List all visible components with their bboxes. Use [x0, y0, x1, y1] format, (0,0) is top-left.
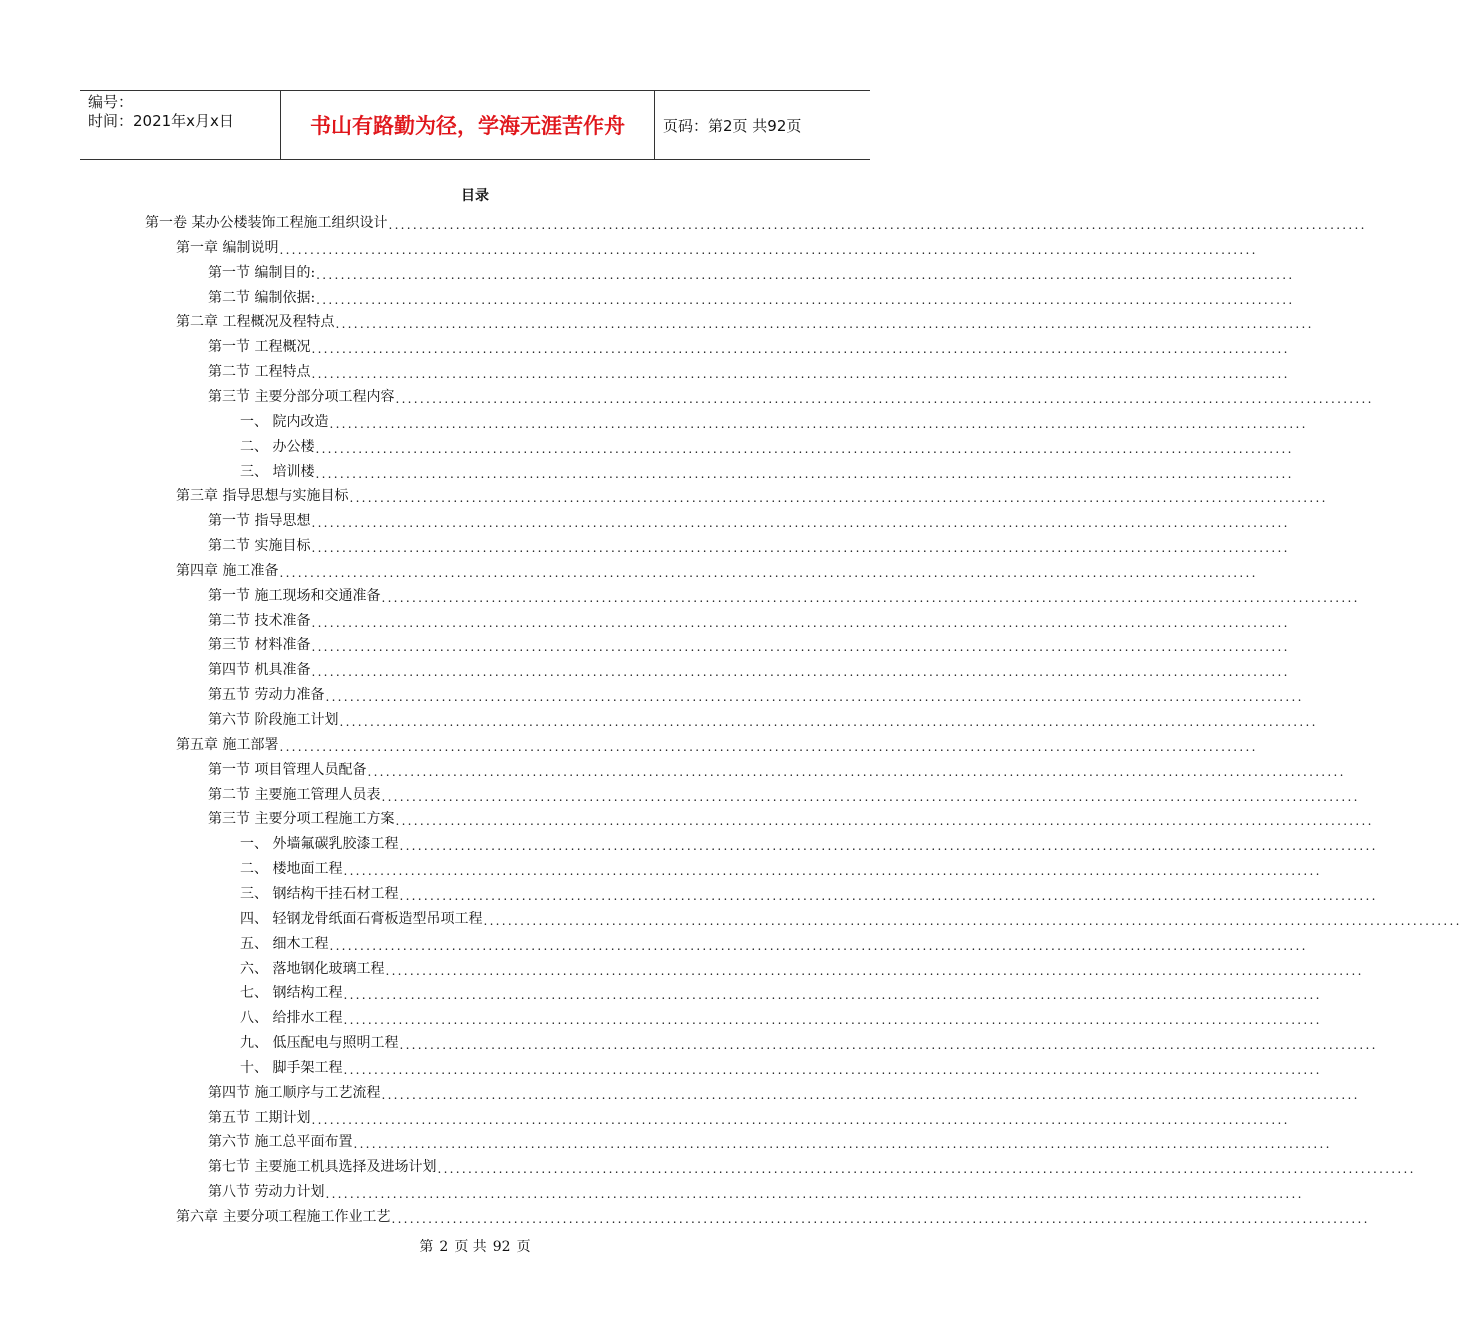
toc-leader-dots: ................................................................................................................................................................ [325, 690, 1304, 705]
toc-entry-label: 第三章 指导思想与实施目标 [176, 488, 349, 505]
toc-entry-label: 第二节 编制依据: [208, 289, 316, 306]
toc-entry[interactable] [240, 978, 1322, 1003]
toc-entry-label: 第六节 施工总平面布置 [208, 1134, 353, 1151]
toc-entry[interactable] [208, 655, 1290, 680]
toc-entry-label: 二、 楼地面工程 [240, 861, 343, 878]
toc-leader-dots: ................................................................................................................................................................ [343, 1062, 1322, 1077]
toc-leader-dots: ................................................................................................................................................................ [325, 1187, 1304, 1202]
toc-leader-dots: ................................................................................................................................................................ [339, 715, 1318, 729]
page-footer [0, 1236, 950, 1256]
toc-entry[interactable] [240, 457, 1294, 481]
toc-entry[interactable] [145, 208, 1367, 232]
toc-entry-label: 第一节 指导思想 [208, 513, 311, 530]
footer-page-number: 2 [439, 1239, 449, 1255]
footer-mid: 页 共 [454, 1239, 487, 1255]
toc-entry[interactable] [208, 804, 1374, 829]
toc-leader-dots: ................................................................................................................................................................ [399, 1038, 1378, 1053]
toc-entry[interactable] [240, 1028, 1378, 1053]
toc-leader-dots: ................................................................................................................................................................ [395, 391, 1374, 406]
toc-entry-label: 第四节 施工顺序与工艺流程 [208, 1084, 381, 1101]
toc-entry[interactable] [176, 307, 1314, 332]
toc-leader-dots: ................................................................................................................................................................ [311, 1112, 1290, 1127]
toc-entry-label: 十、 脚手架工程 [240, 1059, 343, 1076]
toc-entry[interactable] [208, 1103, 1290, 1127]
toc-entry-label: 第七节 主要施工机具选择及进场计划 [208, 1159, 437, 1176]
toc-entry-label: 第八节 劳动力计划 [208, 1184, 325, 1201]
toc-entry-label: 八、 给排水工程 [240, 1010, 343, 1027]
toc-entry-label: 第六节 阶段施工计划 [208, 712, 339, 728]
toc-entry-label: 第一节 项目管理人员配备 [208, 761, 367, 778]
toc-entry[interactable] [176, 233, 1258, 257]
toc-entry-label: 第四章 施工准备 [176, 562, 279, 579]
toc-entry-label: 七、 钢结构工程 [240, 985, 343, 1002]
toc-entry[interactable] [208, 258, 1295, 282]
toc-leader-dots: ................................................................................................................................................................ [391, 1212, 1370, 1226]
toc-entry-label: 第一节 工程概况 [208, 339, 311, 356]
toc-entry-label: 第四节 机具准备 [208, 662, 311, 679]
toc-entry[interactable] [176, 481, 1328, 506]
toc-entry[interactable] [240, 879, 1378, 903]
toc-leader-dots: ................................................................................................................................................................ [329, 938, 1308, 953]
toc-entry[interactable] [208, 581, 1360, 605]
toc-entry[interactable] [208, 357, 1290, 382]
toc-leader-dots: ................................................................................................................................................................ [311, 541, 1290, 556]
toc-leader-dots: ................................................................................................................................................................ [315, 466, 1294, 481]
toc-entry-label: 第一卷 某办公楼装饰工程施工组织设计 [145, 215, 388, 231]
toc-entry-label: 第二节 技术准备 [208, 612, 311, 629]
toc-entry[interactable] [208, 630, 1290, 655]
toc-leader-dots: ................................................................................................................................................................ [437, 1162, 1416, 1177]
toc-leader-dots: ................................................................................................................................................................ [385, 963, 1364, 978]
toc-entry-label: 第一章 编制说明 [176, 239, 279, 256]
toc-entry[interactable] [208, 680, 1304, 705]
toc-entry-label: 第二节 主要施工管理人员表 [208, 786, 381, 803]
toc-entry[interactable] [240, 407, 1308, 431]
toc-leader-dots: ................................................................................................................................................................ [316, 267, 1295, 282]
toc-entry-label: 第二节 工程特点 [208, 364, 311, 381]
header-motto: 书山有路勤为径，学海无涯苦作舟 [281, 91, 655, 159]
toc-entry-label: 第五章 施工部署 [176, 736, 279, 753]
toc-entry[interactable] [176, 556, 1258, 580]
toc-leader-dots: ................................................................................................................................................................ [381, 590, 1360, 605]
toc-leader-dots: ................................................................................................................................................................ [483, 913, 1462, 928]
toc-entry[interactable] [208, 1078, 1360, 1102]
toc-entry[interactable] [176, 1202, 1370, 1226]
doc-time-label: 时间：2021年x月x日 [88, 112, 234, 130]
toc-leader-dots: ................................................................................................................................................................ [381, 789, 1360, 804]
toc-leader-dots: ................................................................................................................................................................ [343, 1013, 1322, 1028]
toc-entry[interactable] [240, 1003, 1322, 1028]
toc-entry-label: 一、 外墙氟碳乳胶漆工程 [240, 836, 399, 853]
toc-leader-dots: ................................................................................................................................................................ [279, 242, 1258, 257]
toc-entry-label: 三、 钢结构干挂石材工程 [240, 885, 399, 902]
toc-entry[interactable] [208, 382, 1374, 406]
toc-leader-dots: ................................................................................................................................................................ [399, 888, 1378, 903]
toc-leader-dots: ................................................................................................................................................................ [388, 218, 1367, 232]
toc-entry[interactable] [208, 606, 1290, 630]
toc-entry-label: 第一节 施工现场和交通准备 [208, 587, 381, 604]
toc-entry-label: 第六章 主要分项工程施工作业工艺 [176, 1209, 391, 1225]
toc-entry-label: 第三节 主要分项工程施工方案 [208, 811, 395, 828]
doc-code-label: 编号： [88, 93, 134, 111]
toc-leader-dots: ................................................................................................................................................................ [399, 839, 1378, 854]
toc-entry-label: 二、 办公楼 [240, 438, 315, 455]
toc-entry[interactable] [208, 780, 1360, 804]
toc-leader-dots: ................................................................................................................................................................ [329, 416, 1308, 431]
toc-entry[interactable] [176, 730, 1258, 754]
toc-entry-label: 四、 轻钢龙骨纸面石膏板造型吊项工程 [240, 910, 483, 927]
header-meta [80, 91, 281, 159]
toc-entry-label: 九、 低压配电与照明工程 [240, 1035, 399, 1052]
toc-leader-dots: ................................................................................................................................................................ [311, 665, 1290, 680]
toc-leader-dots: ................................................................................................................................................................ [353, 1137, 1332, 1152]
footer-prefix: 第 [419, 1239, 434, 1255]
toc-entry[interactable] [240, 829, 1378, 854]
toc-entry[interactable] [240, 929, 1308, 953]
toc-entry[interactable] [240, 954, 1364, 978]
toc-entry[interactable] [240, 904, 1462, 928]
header-page-label: 页码：第2页 共92页 [663, 116, 802, 135]
toc-leader-dots: ................................................................................................................................................................ [311, 367, 1290, 382]
toc-entry-label: 一、 院内改造 [240, 413, 329, 430]
toc-entry[interactable] [208, 1127, 1332, 1152]
toc-entry-label: 第五节 劳动力准备 [208, 687, 325, 704]
toc-leader-dots: ................................................................................................................................................................ [343, 988, 1322, 1003]
toc-entry[interactable] [208, 332, 1290, 357]
toc-leader-dots: ................................................................................................................................................................ [367, 764, 1346, 779]
toc-entry[interactable] [208, 1177, 1304, 1202]
toc-entry-label: 第一节 编制目的: [208, 264, 316, 281]
toc-entry-label: 第三节 主要分部分项工程内容 [208, 388, 395, 405]
footer-total-pages: 92 [492, 1239, 511, 1255]
footer-suffix: 页 [516, 1239, 531, 1255]
page-header [80, 90, 870, 160]
toc-entry-label: 第五节 工期计划 [208, 1109, 311, 1126]
toc-entry-label: 三、 培训楼 [240, 463, 315, 480]
toc-leader-dots: ................................................................................................................................................................ [381, 1087, 1360, 1102]
toc-entry[interactable] [240, 1053, 1322, 1077]
toc-entry[interactable] [240, 854, 1322, 879]
toc-leader-dots: ................................................................................................................................................................ [311, 516, 1290, 531]
toc-entry[interactable] [208, 531, 1290, 556]
toc-entry[interactable] [208, 283, 1295, 307]
toc-leader-dots: ................................................................................................................................................................ [343, 864, 1322, 879]
toc-leader-dots: ................................................................................................................................................................ [335, 317, 1314, 332]
toc-entry[interactable] [208, 506, 1290, 531]
toc-leader-dots: ................................................................................................................................................................ [311, 615, 1290, 630]
toc-entry-label: 第二章 工程概况及程特点 [176, 314, 335, 331]
toc-entry[interactable] [208, 1152, 1416, 1177]
toc-leader-dots: ................................................................................................................................................................ [315, 441, 1294, 456]
toc-entry[interactable] [208, 705, 1318, 729]
toc-leader-dots: ................................................................................................................................................................ [279, 565, 1258, 580]
toc-entry[interactable] [240, 432, 1294, 456]
toc-leader-dots: ................................................................................................................................................................ [395, 814, 1374, 829]
toc-entry-label: 六、 落地钢化玻璃工程 [240, 960, 385, 977]
toc-title: 目录 [461, 188, 489, 204]
toc-entry[interactable] [208, 755, 1346, 779]
toc-leader-dots: ................................................................................................................................................................ [311, 342, 1290, 357]
toc-entry-label: 第二节 实施目标 [208, 538, 311, 555]
toc-entry-label: 第三节 材料准备 [208, 637, 311, 654]
toc-leader-dots: ................................................................................................................................................................ [316, 292, 1295, 307]
toc-leader-dots: ................................................................................................................................................................ [279, 739, 1258, 754]
toc-leader-dots: ................................................................................................................................................................ [311, 640, 1290, 655]
toc-entry-label: 五、 细木工程 [240, 935, 329, 952]
toc-leader-dots: ................................................................................................................................................................ [349, 491, 1328, 506]
